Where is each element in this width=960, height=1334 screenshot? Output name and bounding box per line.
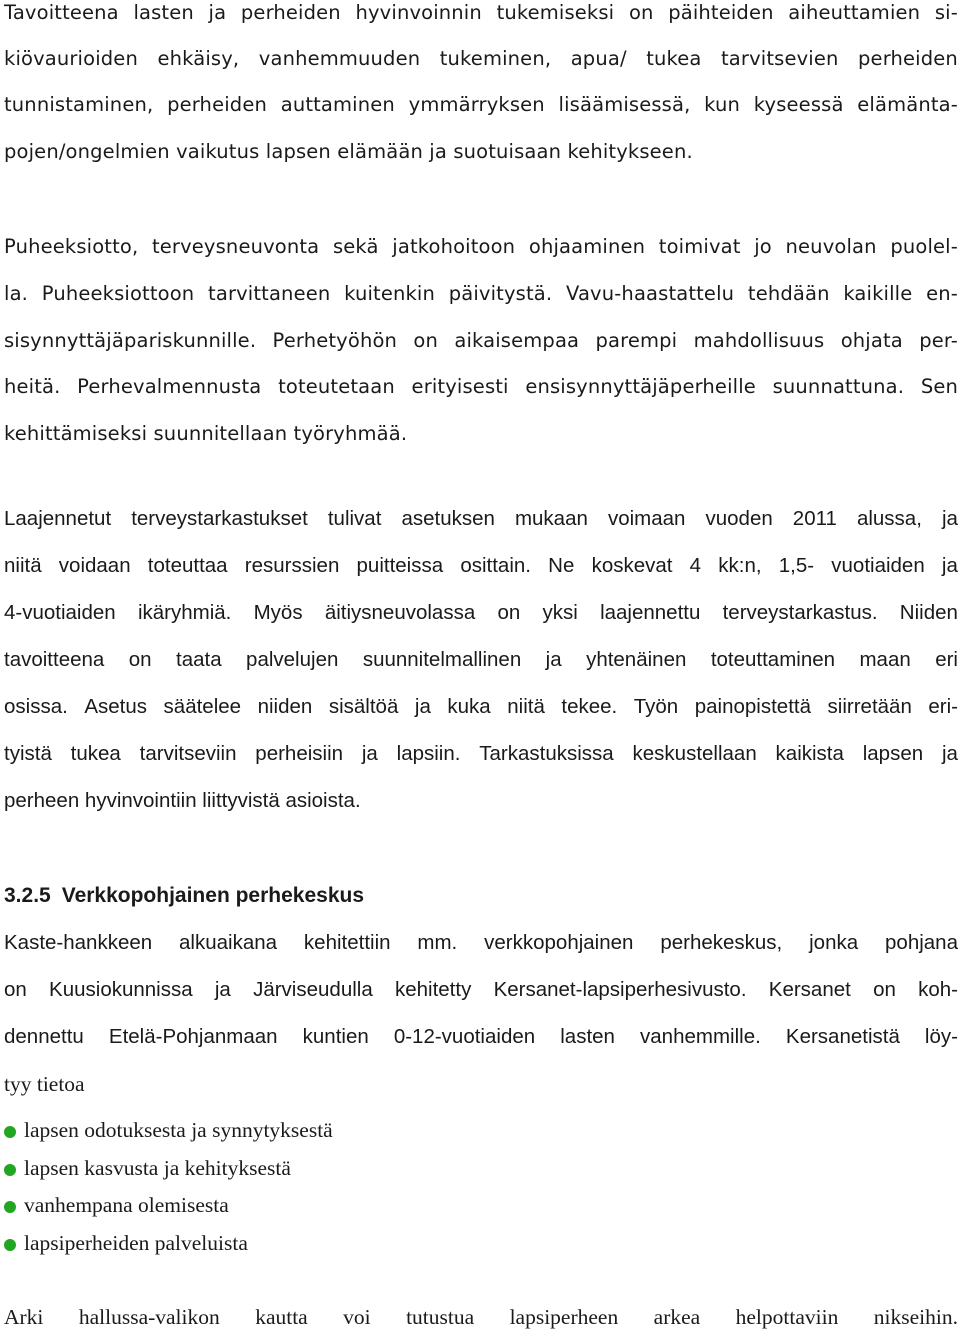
word: ensisynnyttäjäperheille xyxy=(525,375,756,398)
word: osissa. xyxy=(4,695,68,718)
word: vanhemmuuden xyxy=(258,47,421,70)
word: Myös xyxy=(253,601,303,624)
word: jatkohoitoon xyxy=(392,235,516,258)
word: säätelee xyxy=(163,695,242,718)
section-title: Verkkopohjainen perhekeskus xyxy=(61,884,365,907)
word: kuntien xyxy=(302,1025,369,1048)
word: palvelujen xyxy=(246,648,339,671)
word: terveystarkastukset xyxy=(131,507,308,530)
word: kun xyxy=(704,93,741,116)
word: osittain. xyxy=(460,554,531,577)
word: löy- xyxy=(924,1025,958,1048)
word: lisäämisessä, xyxy=(558,93,691,116)
word: Järviseudulla xyxy=(253,978,373,1001)
word: Perhetyöhön xyxy=(272,329,398,352)
word: Sen xyxy=(920,375,958,398)
para2-line xyxy=(4,235,958,258)
word: auttaminen xyxy=(280,93,395,116)
word: ja xyxy=(208,1,227,24)
word: 1,5- xyxy=(778,554,815,577)
word: on xyxy=(128,648,152,671)
para3-line xyxy=(4,554,958,578)
word: Niiden xyxy=(899,601,958,624)
word: 2011 xyxy=(792,507,837,530)
word: aiheuttamien xyxy=(788,1,921,24)
word: niiden xyxy=(257,695,313,718)
list-item xyxy=(4,1118,333,1143)
word: ja xyxy=(545,648,562,671)
word: toteuttaminen xyxy=(710,648,836,671)
word: en- xyxy=(926,282,958,305)
word: tukemiseksi xyxy=(496,1,615,24)
word: jonka xyxy=(809,931,859,954)
word: ehkäisy, xyxy=(157,47,240,70)
list-item-text: lapsen odotuksesta ja synnytyksestä xyxy=(24,1118,333,1142)
word: dennettu xyxy=(4,1025,84,1048)
word: mahdollisuus xyxy=(693,329,825,352)
word: kehitettiin xyxy=(303,931,391,954)
word: si- xyxy=(934,1,958,24)
section-number: 3.2.5 xyxy=(4,884,51,907)
word: sisynnyttäjäpariskunnille. xyxy=(4,329,257,352)
word: puolel- xyxy=(890,235,958,258)
word: Ne xyxy=(548,554,575,577)
list-item-text: vanhempana olemisesta xyxy=(24,1193,229,1217)
section-heading xyxy=(4,884,364,908)
word: lasten xyxy=(133,1,194,24)
word: ja xyxy=(941,507,958,530)
word: kehitetty xyxy=(394,978,472,1001)
word: ikäryhmiä. xyxy=(137,601,232,624)
word: verkkopohjainen xyxy=(484,931,634,954)
word: laajennettu xyxy=(600,601,701,624)
word: kiövaurioiden xyxy=(4,47,138,70)
para4-line: tyy tietoa xyxy=(4,1072,85,1096)
word: mm. xyxy=(417,931,458,954)
word: Tarkastuksissa xyxy=(479,742,614,765)
word: erityisesti xyxy=(411,375,509,398)
word: tulivat xyxy=(327,507,382,530)
word: on xyxy=(413,329,439,352)
word: 0-12-vuotiaiden xyxy=(393,1025,536,1048)
word: Kersanet-lapsiperhesivusto. xyxy=(493,978,747,1001)
word: äitiysneuvolassa xyxy=(324,601,476,624)
word: helpottaviin xyxy=(735,1305,839,1329)
word: hallussa-valikon xyxy=(78,1305,220,1329)
word: apua/ xyxy=(570,47,627,70)
word: perheiden xyxy=(858,47,958,70)
word: toteutetaan xyxy=(278,375,395,398)
word: Asetus xyxy=(84,695,148,718)
para3-line xyxy=(4,742,958,766)
word: päivitystä. xyxy=(448,282,553,305)
para3-line xyxy=(4,648,958,672)
bullet-dot-icon xyxy=(4,1126,16,1138)
word: resurssien xyxy=(244,554,340,577)
word: Tavoitteena xyxy=(4,1,119,24)
word: tavoitteena xyxy=(4,648,105,671)
para4-line xyxy=(4,978,958,1002)
word: on xyxy=(628,1,654,24)
word: lapsen xyxy=(862,742,924,765)
word: asetuksen xyxy=(401,507,495,530)
para1-line xyxy=(4,47,958,70)
word: hyvinvoinnin xyxy=(355,1,482,24)
word: puitteissa xyxy=(356,554,444,577)
word: tukeminen, xyxy=(439,47,552,70)
word: tyistä xyxy=(4,742,52,765)
word: tehdään xyxy=(747,282,830,305)
word: kuka xyxy=(447,695,491,718)
word: ohjata xyxy=(840,329,903,352)
word: tutustua xyxy=(406,1305,475,1329)
word: Työn xyxy=(633,695,679,718)
bullet-dot-icon xyxy=(4,1164,16,1176)
word: yksi xyxy=(542,601,578,624)
word: arkea xyxy=(653,1305,701,1329)
word: voimaan xyxy=(607,507,686,530)
word: 4-vuotiaiden xyxy=(4,601,116,624)
word: pohjana xyxy=(885,931,958,954)
word: Kersanetistä xyxy=(785,1025,900,1048)
word: lasten xyxy=(560,1025,615,1048)
word: tarvitseviin xyxy=(139,742,237,765)
word: kyseessä xyxy=(753,93,844,116)
word: lapsiperheen xyxy=(509,1305,619,1329)
word: perhekeskus, xyxy=(660,931,783,954)
para2-line xyxy=(4,282,958,305)
word: kuitenkin xyxy=(344,282,435,305)
word: eri- xyxy=(928,695,958,718)
word: neuvolan xyxy=(785,235,877,258)
word: on xyxy=(873,978,896,1001)
word: per- xyxy=(919,329,958,352)
word: terveysneuvonta xyxy=(151,235,320,258)
para3-line xyxy=(4,695,958,719)
word: perheiden xyxy=(167,93,267,116)
word: Arki xyxy=(4,1305,44,1329)
word: ja xyxy=(361,742,378,765)
word: mukaan xyxy=(514,507,588,530)
word: suunnattuna. xyxy=(772,375,905,398)
word: Etelä-Pohjanmaan xyxy=(108,1025,278,1048)
para2-line xyxy=(4,329,958,352)
word: ohjaaminen xyxy=(528,235,646,258)
word: vuoden xyxy=(705,507,773,530)
word: keskustellaan xyxy=(632,742,757,765)
word: toimivat xyxy=(658,235,741,258)
word: kk:n, xyxy=(718,554,762,577)
word: aikaisempaa xyxy=(454,329,580,352)
word: Puheeksiotto, xyxy=(4,235,139,258)
word: tukea xyxy=(646,47,702,70)
word: Kaste-hankkeen xyxy=(4,931,153,954)
word: koskevat xyxy=(591,554,673,577)
word: Vavu-haastattelu xyxy=(565,282,735,305)
word: jo xyxy=(754,235,772,258)
list-item-text: lapsen kasvusta ja kehityksestä xyxy=(24,1156,291,1180)
word: alussa, xyxy=(856,507,922,530)
word: on xyxy=(497,601,521,624)
word: on xyxy=(4,978,27,1001)
word: ja xyxy=(941,742,958,765)
para1-line xyxy=(4,1,958,24)
para4-line xyxy=(4,1025,958,1049)
list-item xyxy=(4,1156,291,1181)
para3-line xyxy=(4,601,958,625)
word: voidaan xyxy=(58,554,131,577)
word: nikseihin. xyxy=(873,1305,958,1329)
word: vanhemmille. xyxy=(640,1025,761,1048)
word: tekee. xyxy=(561,695,618,718)
word: painopistettä xyxy=(694,695,812,718)
bullet-dot-icon xyxy=(4,1239,16,1251)
word: ja xyxy=(214,978,231,1001)
word: ja xyxy=(414,695,431,718)
list-item xyxy=(4,1231,248,1256)
word: la. xyxy=(4,282,29,305)
word: elämänta- xyxy=(857,93,958,116)
word: Kersanet xyxy=(768,978,851,1001)
bullet-dot-icon xyxy=(4,1201,16,1213)
word: taata xyxy=(176,648,222,671)
word: kaikille xyxy=(843,282,913,305)
word: tarvitsevien xyxy=(721,47,839,70)
para3-line xyxy=(4,507,958,531)
word: ja xyxy=(941,554,958,577)
word: eri xyxy=(935,648,958,671)
word: Kuusiokunnissa xyxy=(49,978,193,1001)
word: voi xyxy=(343,1305,371,1329)
word: lapsiin. xyxy=(396,742,461,765)
para1-line: pojen/ongelmien vaikutus lapsen elämään ja suotuisaan kehitykseen. xyxy=(4,140,693,163)
word: Laajennetut xyxy=(4,507,112,530)
word: terveystarkastus. xyxy=(722,601,878,624)
word: koh- xyxy=(918,978,958,1001)
word: vuotiaiden xyxy=(831,554,925,577)
word: niitä xyxy=(4,554,42,577)
word: parempi xyxy=(595,329,678,352)
word: suunnitelmallinen xyxy=(362,648,522,671)
word: tarvittaneen xyxy=(208,282,331,305)
word: ymmärryksen xyxy=(408,93,545,116)
word: sisältöä xyxy=(328,695,399,718)
para2-line: kehittämiseksi suunnitellaan työryhmää. xyxy=(4,422,408,445)
list-item-text: lapsiperheiden palveluista xyxy=(24,1231,248,1255)
word: siirretään xyxy=(827,695,912,718)
word: sekä xyxy=(332,235,379,258)
word: maan xyxy=(859,648,911,671)
word: tukea xyxy=(70,742,121,765)
para2-line xyxy=(4,375,958,398)
closing-line xyxy=(4,1305,958,1330)
para4-line xyxy=(4,931,958,955)
word: Puheeksiottoon xyxy=(41,282,195,305)
word: 4 xyxy=(689,554,702,577)
word: perheisiin xyxy=(255,742,344,765)
para3-line: perheen hyvinvointiin liittyvistä asioista. xyxy=(4,789,361,812)
word: kautta xyxy=(255,1305,308,1329)
word: perheiden xyxy=(240,1,341,24)
word: heitä. xyxy=(4,375,61,398)
word: toteuttaa xyxy=(147,554,228,577)
word: kaikista xyxy=(775,742,844,765)
word: niitä xyxy=(507,695,545,718)
list-item xyxy=(4,1193,229,1218)
para1-line xyxy=(4,93,958,116)
word: päihteiden xyxy=(668,1,774,24)
word: alkuaikana xyxy=(179,931,278,954)
word: yhtenäinen xyxy=(586,648,687,671)
word: tunnistaminen, xyxy=(4,93,154,116)
word: Perhevalmennusta xyxy=(77,375,262,398)
